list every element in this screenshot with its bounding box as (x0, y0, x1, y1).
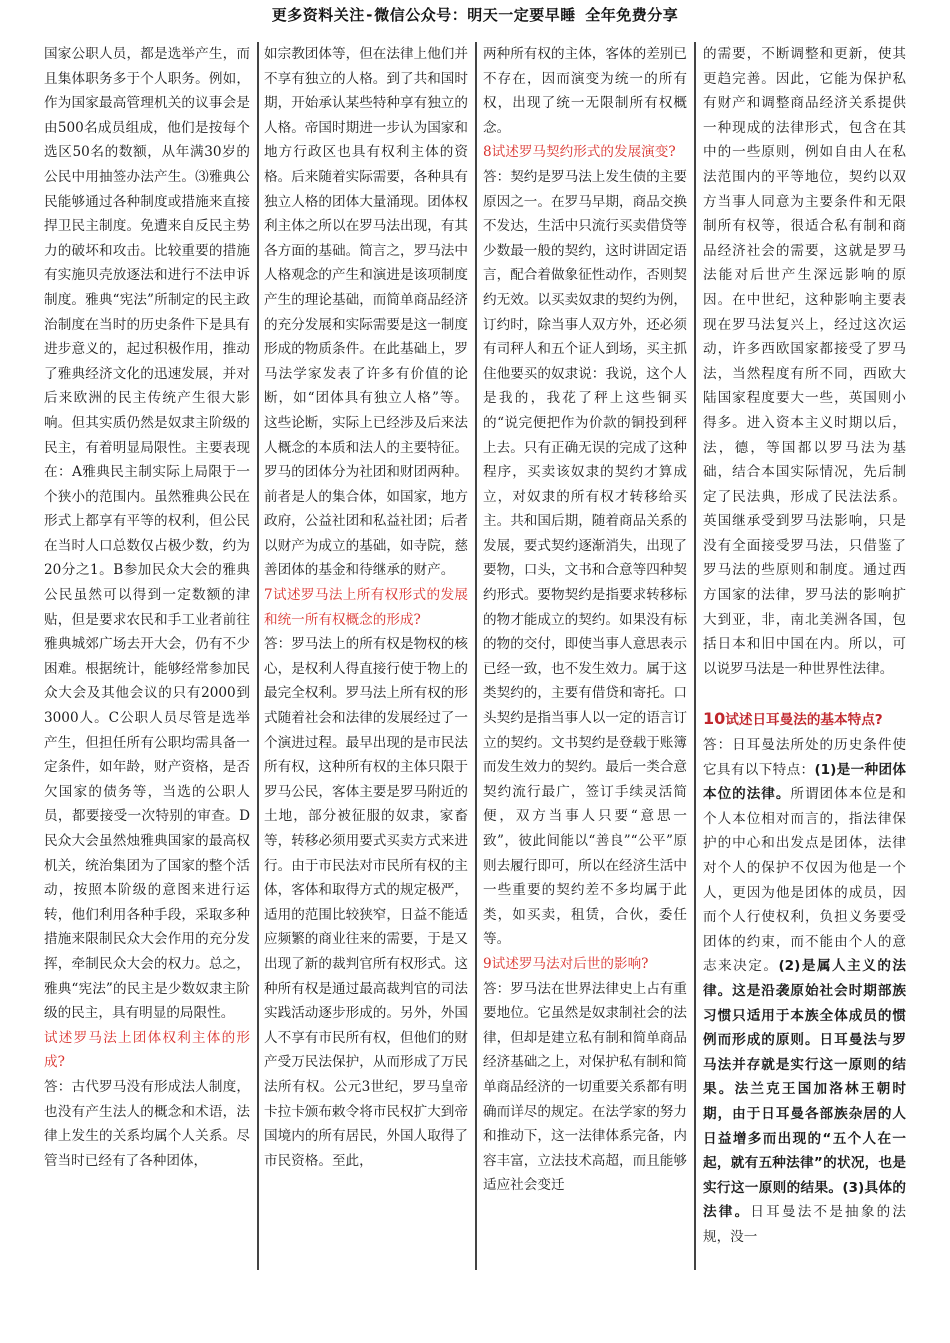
top-banner: 更多资料关注-微信公众号：明天一定要早睡 全年免费分享 (271, 6, 679, 24)
feature-2-title: (2)是属人主义的法律。这是沿袭原始社会时期部族习惯只适用于本族全体成员的惯例而形成的原则。日耳曼法与罗马法并存就是实行这一原则的结果。法兰克王国加洛林王朝时期，由于日耳曼各部族杂居的人日益增多而出现的“五个人在一起，就有五种法律”的状况，也是实行这一原则的结果。(3)具体的法律。 (703, 958, 906, 1221)
heading-text: 试述日耳曼法的基本特点? (725, 712, 883, 729)
column-2 (264, 42, 468, 1282)
heading-question-6: 试述罗马法上团体权利主体的形成? (44, 1029, 250, 1071)
column-divider-2 (475, 42, 477, 1270)
column-divider-3 (694, 42, 696, 1270)
paragraph-athens-democracy: 国家公职人员，都是选举产生，而且集体职务多于个人职务。例如，作为国家最高管理机关的议事会是由500名成员组成，他们是按每个选区50名的数额，从年满30岁的公民中用抽签办法产生。⑶雅典公民能够通过各种制度或措施来直接捍卫民主制度。免遭来自反民主势力的破坏和攻击。比较重要的措施有实施贝壳放逐法和进行不法申诉制度。雅典“宪法”所制定的民主政治制度在当时的历史条件下是具有进步意义的，起过积极作用，推动了雅典经济文化的迅速发展，并对后来欧洲的民主传统产生很大影响。但其实质仍然是奴隶主阶级的民主，有着明显局限性。主要表现在：A雅典民主制实际上局限于一个狭小的范围内。虽然雅典公民在形式上都享有平等的权利，但公民在当时人口总数仅占极少数，约为20分之1。B参加民众大会的雅典公民虽然可以得到一定数额的津贴，但是要求农民和手工业者前往雅典城郊广场去开大会，仍有不少困难。根据统计，能够经常参加民众大会及其他会议的只有2000到3000人。C公职人员尽管是选举产生，但担任所有公职均需具备一定条件，如年龄，财产资格，是否欠国家的债务等，当选的公职人员，都要接受一次特别的审查。D民众大会虽然烛雅典国家的最高权机关，统治集团为了国家的整个活动，按照本阶级的意图来进行运转，他们利用各种手段，采取多种措施来限制民众大会作用的充分发挥，牵制民众大会的权力。总之，雅典“宪法”的民主是少数奴隶主阶级的民主，具有明显的局限性。 (44, 46, 250, 1022)
heading-question-7: 7试述罗马法上所有权形式的发展和统一所有权概念的形成? (264, 587, 468, 628)
feature-1-title: (1)是一种团体本位的法律。 (703, 761, 906, 803)
answer-intro: 答：日耳曼法所处的历史条件使它具有以下特点： (703, 737, 906, 778)
paragraph-answer-10 (703, 733, 906, 1249)
paragraph-answer-8: 答：契约是罗马法上发生债的主要原因之一。在罗马早期，商品交换不发达，生活中只流行买卖借贷等少数最一般的契约，这时讲固定语言，配合着做象征性动作，否则契约无效。以买卖奴隶的契约为例，订约时，除当事人双方外，还必须有司秤人和五个证人到场，买主抓住他要买的奴隶说：我说，这个人是我的，我花了秤上这些铜买的“说完便把作为价款的铜投到秤上去。只有正确无误的完成了这种程序，买卖该奴隶的契约才算成立，对奴隶的所有权才转移给买主。共和国后期，随着商品关系的发展，要式契约逐渐消失，出现了要物，口头，文书和合意等四种契约形式。要物契约是指要求转移标的物才能成立的契约。如果没有标的物的交付，即使当事人意思表示已经一致，也不发生效力。属于这类契约的，主要有借贷和寄托。口头契约是指当事人以一定的语言订立的契约。文书契约是登载于账簿而发生效力的契约。最后一类合意契约流行最广，签订手续灵活简便，双方当事人只要“意思一致”，彼此间能以“善良”“公平”原则去履行即可，所以在经济生活中一些重要的契约差不多均属于此类，如买卖，租赁，合伙，委任等。 (483, 168, 687, 948)
paragraph-answer-9-continued: 的需要，不断调整和更新，使其更趋完善。因此，它能为保护私有财产和调整商品经济关系提供一种现成的法律形式，包含在其中的一些原则，例如自由人在私法范围内的平等地位，契约以双方当事人同意为主要条件和无限制所有权等，很适合私有制和商品经济社会的需要，这就是罗马法能对后世产生深远影响的原因。在中世纪，这种影响主要表现在罗马法复兴上，经过这次运动，许多西欧国家都接受了罗马法，当然程度有所不同，西欧大陆国家程度要大一些，英国则小得多。进入资本主义时期以后，法，德，等国都以罗马法为基础，结合本国实际情况，先后制定了民法典，形成了民法法系。英国继承受到罗马法影响，只是没有全面接受罗马法，只借鉴了罗马法的些原则和制度。通过西方国家的法律，罗马法的影响扩大到亚，非，南北美洲各国，包括日本和旧中国在内。所以，可以说罗马法是一种世界性法律。 (703, 46, 906, 677)
feature-1-text: 所谓团体本位是和个人本位相对而言的，指法律保护的中心和出发点是团体，法律对个人的保护不仅因为他是一个人，更因为他是团体的成员，因而个人行使权利，负担义务要受团体的约束，而不能由个人的意志来决定。 (703, 786, 906, 975)
column-3 (483, 42, 687, 1282)
heading-question-8: 8试述罗马契约形式的发展演变? (483, 144, 676, 161)
paragraph-answer-6-continued: 如宗教团体等，但在法律上他们并不享有独立的人格。到了共和国时期，开始承认某些特种享有独立的人格。帝国时期进一步认为国家和地方行政区也具有权利主体的资格。后来随着实际需要，各种具有独立人格的团体大量涌现。团体权利主体之所以在罗马法出现，有其各方面的基础。简言之，罗马法中人格观念的产生和演进是该项制度产生的理论基础，而简单商品经济的充分发展和实际需要是这一制度形成的物质条件。在此基础上，罗马法学家发表了许多有价值的论断，如“团体具有独立人格”等。这些论断，实际上已经涉及后来法人概念的本质和法人的主要特征。罗马的团体分为社团和财团两种。前者是人的集合体，如国家，地方政府，公益社团和私益社团；后者以财产为成立的基础，如寺院，慈善团体的基金和待继承的财产。 (264, 46, 468, 579)
feature-3-text: 日耳曼法不是抽象的法规，没一 (703, 1204, 906, 1245)
paragraph-answer-7: 答：罗马法上的所有权是物权的核心，是权利人得直接行使于物上的最完全权利。罗马法上所有权的形式随着社会和法律的发展经过了一个演进过程。最早出现的是市民法所有权，这种所有权的主体只限于罗马公民，客体主要是罗马附近的土地，部分被征服的奴隶，家畜等，转移必须用要式买卖方式来进行。由于市民法对市民所有权的主体，客体和取得方式的规定极严，适用的范围比较狭窄，日益不能适应频繁的商业往来的需要，于是又出现了新的裁判官所有权形式。这种所有权是通过最高裁判官的司法实践活动逐步形成的。另外，外国人不享有市民所有权，但他们的财产受万民法保护，从而形成了万民法所有权。公元3世纪，罗马皇帝卡拉卡颁布敕令将市民权扩大到帝国境内的所有居民，外国人取得了市民资格。至此， (264, 636, 468, 1169)
heading-number: 10 (703, 709, 726, 729)
column-divider-1 (257, 42, 259, 1270)
heading-question-10 (703, 707, 906, 733)
column-1 (44, 42, 250, 1282)
column-4 (703, 42, 906, 1282)
paragraph-answer-9: 答：罗马法在世界法律史上占有重要地位。它虽然是奴隶制社会的法律，但却是建立私有制和简单商品经济基础之上，对保护私有制和简单商品经济的一切重要关系都有明确而详尽的规定。在法学家的努力和推动下，这一法律体系完备，内容丰富，立法技术高超，而且能够适应社会变迁 (483, 980, 687, 1194)
paragraph-answer-7-continued: 两种所有权的主体，客体的差别已不存在，因而演变为统一的所有权，出现了统一无限制所有权概念。 (483, 46, 687, 136)
paragraph-answer-6: 答：古代罗马没有形成法人制度，也没有产生法人的概念和术语，法律上发生的关系均属个人关系。尽管当时已经有了各种团体， (44, 1078, 250, 1169)
heading-question-9: 9试述罗马法对后世的影响? (483, 955, 649, 972)
